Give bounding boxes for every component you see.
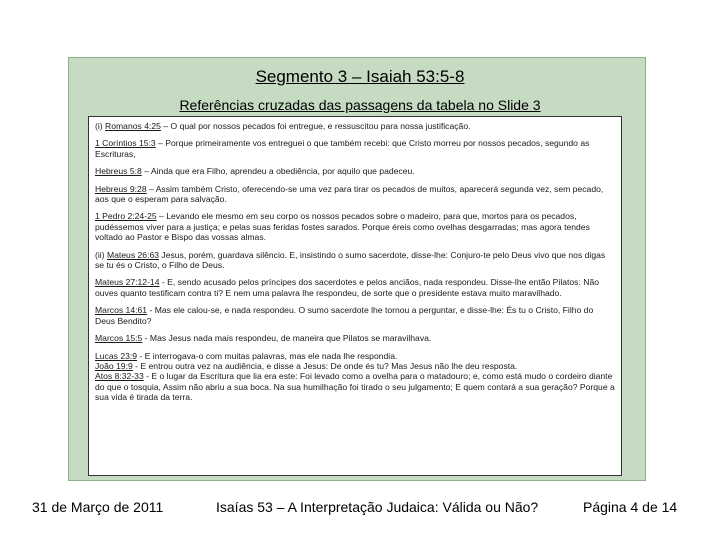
footer-page-number: Página 4 de 14	[583, 499, 678, 515]
reference-citation: Hebreus 9:28	[95, 183, 147, 194]
reference-citation: Marcos 15:5	[95, 333, 143, 344]
reference-entry	[95, 333, 615, 343]
reference-text: – Ainda que era Filho, aprendeu a obediência, por aquilo que padeceu.	[141, 166, 415, 177]
reference-citation: João 19:9	[95, 360, 133, 371]
reference-text: - Mas ele calou-se, e nada respondeu. O sumo sacerdote lhe tornou a perguntar, e disse-lhe: És tu o Cristo, Filho do Deus Bendito?	[95, 305, 594, 326]
reference-entry	[95, 277, 615, 298]
slide-title: Segmento 3 – Isaiah 53:5-8	[255, 67, 465, 86]
reference-entry	[95, 305, 615, 326]
reference-text: - Mas Jesus nada mais respondeu, de maneira que Pilatos se maravilhava.	[142, 333, 432, 344]
reference-citation: Mateus 26:63	[106, 249, 160, 260]
reference-text: - E, sendo acusado pelos príncipes dos sacerdotes e pelos anciãos, nada respondeu. Disse-lhe então Pilatos: Não ouves quanto testificam contra ti? E nem uma palavra lhe respondeu, de sorte que o presidente estava muito maravilhado.	[95, 277, 600, 298]
footer-date: 31 de Março de 2011	[32, 499, 164, 515]
reference-entry	[95, 361, 615, 371]
reference-citation: Atos 8:32-33	[95, 371, 144, 382]
reference-entry	[95, 371, 615, 402]
reference-citation: Mateus 27:12-14	[95, 277, 160, 288]
section-marker: (i)	[95, 121, 106, 131]
references-box	[88, 116, 622, 476]
section-marker: (ii)	[95, 249, 107, 260]
reference-entry	[95, 184, 615, 205]
reference-text: Jesus, porém, guardava silêncio. E, insistindo o sumo sacerdote, disse-lhe: Conjuro-te pelo Deus vivo que nos digas se tu és o Cristo, o Filho de Deus.	[95, 249, 606, 271]
reference-citation: 1 Pedro 2:24-25	[95, 211, 157, 222]
reference-text: – Levando ele mesmo em seu corpo os nossos pecados sobre o madeiro, para que, mortos para os pecados, pudéssemos viver para a justiça; e pelas suas feridas fostes sarados. Porque éreis como ovelhas desgarradas; mas agora tendes voltado ao Pastor e Bispo das vossas almas.	[95, 211, 590, 243]
reference-text: – O qual por nossos pecados foi entregue, e ressuscitou para nossa justificação.	[160, 121, 471, 131]
reference-entry	[95, 138, 615, 159]
reference-citation: 1 Coríntios 15:3	[95, 138, 156, 149]
reference-entry	[95, 250, 615, 271]
slide-subtitle: Referências cruzadas das passagens da tabela no Slide 3	[179, 97, 541, 113]
reference-text: - E entrou outra vez na audiência, e disse a Jesus: De onde és tu? Mas Jesus não lhe deu resposta.	[132, 360, 518, 371]
reference-text: - E o lugar da Escritura que lia era este: Foi levado como a ovelha para o matadouro; e, como está mudo o cordeiro diante do que o tosquia, Assim não abriu a sua boca. Na sua humilhação foi tirado o seu julgamento; E quem contará a sua geração? Porque a sua vida é tirada da terra.	[95, 371, 615, 403]
reference-citation: Marcos 14:61	[95, 305, 148, 316]
reference-entry	[95, 166, 615, 176]
footer-title: Isaías 53 – A Interpretação Judaica: Válida ou Não?	[216, 499, 539, 515]
reference-entry	[95, 351, 615, 361]
reference-text: – Porque primeiramente vos entreguei o que também recebi: que Cristo morreu por nossos pecados, segundo as Escrituras,	[95, 138, 590, 159]
reference-entry	[95, 121, 615, 131]
reference-text: – Assim também Cristo, oferecendo-se uma vez para tirar os pecados de muitos, aparecerá segunda vez, sem pecado, aos que o esperam para salvação.	[95, 183, 604, 205]
reference-text: - E interrogava-o com muitas palavras, mas ele nada lhe respondia.	[137, 350, 398, 361]
reference-citation: Hebreus 5:8	[95, 166, 142, 177]
reference-citation: Romanos 4:25	[105, 121, 161, 131]
reference-entry	[95, 211, 615, 242]
reference-citation: Lucas 23:9	[95, 350, 138, 361]
